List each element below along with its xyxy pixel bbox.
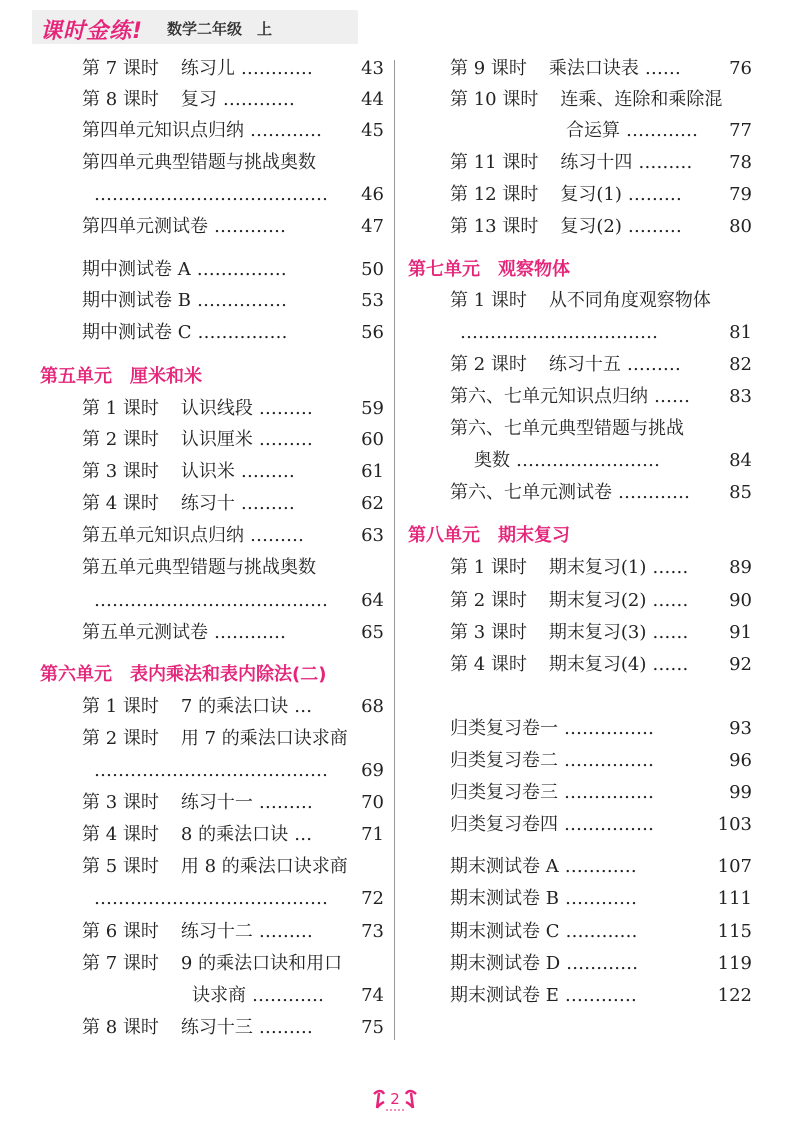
page-ref: 78 bbox=[729, 152, 752, 173]
page-ref: 72 bbox=[361, 888, 384, 909]
entry-title: 第六、七单元典型错题与挑战 bbox=[450, 418, 684, 439]
toc-entry[interactable] bbox=[450, 652, 752, 678]
lesson-number: 第 7 课时 bbox=[82, 953, 159, 974]
dot-leader: ……… bbox=[258, 792, 313, 813]
page-ref: 89 bbox=[729, 557, 752, 578]
toc-entry[interactable] bbox=[450, 288, 752, 314]
page-ref: 103 bbox=[717, 814, 752, 835]
entry-title: 7 的乘法口诀 bbox=[180, 696, 289, 717]
dot-leader: ……… bbox=[258, 921, 313, 942]
toc-entry[interactable] bbox=[192, 983, 384, 1009]
toc-entry[interactable] bbox=[82, 87, 384, 113]
dot-leader: …………………………… bbox=[460, 322, 658, 343]
toc-entry[interactable] bbox=[82, 118, 384, 144]
page-ref: 68 bbox=[361, 696, 384, 717]
entry-title: 复习 bbox=[180, 89, 217, 110]
dot-leader: ………… bbox=[252, 985, 324, 1006]
dot-leader: ………… bbox=[564, 856, 637, 877]
toc-entry[interactable] bbox=[450, 555, 752, 581]
lesson-number: 第 10 课时 bbox=[450, 89, 539, 110]
page-ref: 92 bbox=[729, 654, 752, 675]
entry-title: 第五单元测试卷 bbox=[82, 622, 208, 643]
page-ref: 70 bbox=[361, 792, 384, 813]
toc-entry[interactable] bbox=[450, 352, 752, 378]
toc-entry[interactable] bbox=[450, 87, 752, 113]
dot-leader: …………… bbox=[196, 290, 287, 311]
brand-logo: 课时金练! bbox=[40, 19, 144, 44]
unit-heading: 第八单元 期末复习 bbox=[408, 525, 570, 546]
page-ref: 79 bbox=[729, 184, 752, 205]
lesson-number: 第 12 课时 bbox=[450, 184, 539, 205]
toc-entry[interactable] bbox=[450, 951, 752, 977]
dot-leader: …………… bbox=[564, 782, 654, 803]
toc-entry[interactable] bbox=[450, 812, 752, 838]
page-ref: 56 bbox=[361, 322, 384, 343]
toc-entry[interactable] bbox=[474, 448, 752, 474]
page-ref: 63 bbox=[361, 525, 384, 546]
dot-leader: ……… bbox=[627, 216, 682, 237]
page-ref: 82 bbox=[729, 354, 752, 375]
page-ref: 46 bbox=[361, 184, 384, 205]
entry-title: 练习十四 bbox=[560, 152, 633, 173]
dot-leader: … bbox=[294, 824, 313, 845]
page-ref: 61 bbox=[361, 461, 384, 482]
book-subtitle: 数学二年级 上 bbox=[167, 20, 273, 38]
lesson-number: 第 1 课时 bbox=[82, 696, 159, 717]
page-footer bbox=[368, 1088, 422, 1114]
toc-entry[interactable] bbox=[82, 320, 384, 346]
dot-leader: …………………… bbox=[516, 450, 660, 471]
toc-entry[interactable] bbox=[82, 288, 384, 314]
dot-leader: ……… bbox=[626, 354, 681, 375]
toc-entry[interactable] bbox=[94, 886, 384, 912]
entry-title: 期末测试卷 A bbox=[450, 856, 559, 877]
entry-title: 练习十一 bbox=[180, 792, 253, 813]
dot-leader: ……… bbox=[240, 493, 295, 514]
dot-leader: ………………………………… bbox=[94, 184, 328, 205]
lesson-number: 第 7 课时 bbox=[82, 58, 159, 79]
dot-leader: ………………………………… bbox=[94, 760, 328, 781]
page-ref: 80 bbox=[729, 216, 752, 237]
page-ref: 50 bbox=[361, 259, 384, 280]
toc-entry[interactable] bbox=[82, 396, 384, 422]
column-divider bbox=[394, 60, 395, 1040]
entry-title: 期中测试卷 B bbox=[82, 290, 191, 311]
toc-entry[interactable] bbox=[450, 780, 752, 806]
toc-entry[interactable] bbox=[82, 951, 384, 977]
entry-title: 期末测试卷 C bbox=[450, 921, 560, 942]
page-ref: 59 bbox=[361, 398, 384, 419]
lesson-number: 第 1 课时 bbox=[82, 398, 159, 419]
page-ref: 81 bbox=[729, 322, 752, 343]
toc-entry[interactable] bbox=[82, 822, 384, 848]
entry-title: 归类复习卷二 bbox=[450, 750, 558, 771]
toc-entry[interactable] bbox=[82, 854, 384, 880]
dot-leader: …… bbox=[652, 622, 689, 643]
entry-title: 认识米 bbox=[180, 461, 235, 482]
dot-leader: ………………………………… bbox=[94, 590, 328, 611]
toc-entry[interactable] bbox=[82, 427, 384, 453]
page-ref: 69 bbox=[361, 760, 384, 781]
toc-entry[interactable] bbox=[82, 555, 384, 581]
header-bar bbox=[32, 10, 358, 44]
dot-leader: ……… bbox=[250, 525, 304, 546]
entry-title: 期末测试卷 E bbox=[450, 985, 559, 1006]
dot-leader: …………… bbox=[196, 259, 287, 280]
page-ref: 60 bbox=[361, 429, 384, 450]
entry-title: 从不同角度观察物体 bbox=[548, 290, 711, 311]
unit-heading: 第七单元 观察物体 bbox=[408, 259, 570, 280]
toc-entry[interactable] bbox=[450, 384, 752, 410]
lesson-number: 第 1 课时 bbox=[450, 290, 527, 311]
dot-leader: ……… bbox=[258, 398, 313, 419]
toc-entry[interactable] bbox=[82, 620, 384, 646]
lesson-number: 第 8 课时 bbox=[82, 1017, 159, 1038]
dot-leader: …………… bbox=[564, 814, 654, 835]
entry-title: 期末测试卷 B bbox=[450, 888, 559, 909]
page-ref: 45 bbox=[361, 120, 384, 141]
dot-leader: ……… bbox=[258, 1017, 313, 1038]
page-ref: 75 bbox=[361, 1017, 384, 1038]
dot-leader: ……… bbox=[638, 152, 693, 173]
unit-heading: 第五单元 厘米和米 bbox=[40, 366, 202, 387]
page-ref: 83 bbox=[729, 386, 752, 407]
page-ref: 119 bbox=[717, 953, 752, 974]
toc-entry[interactable] bbox=[566, 118, 752, 144]
toc-entry[interactable] bbox=[450, 214, 752, 240]
page-ref: 53 bbox=[361, 290, 384, 311]
entry-title: 第五单元典型错题与挑战奥数 bbox=[82, 557, 316, 578]
page-ref: 44 bbox=[361, 89, 384, 110]
entry-title: 9 的乘法口诀和用口 bbox=[180, 953, 343, 974]
toc-entry[interactable] bbox=[450, 416, 752, 442]
page-ref: 43 bbox=[361, 58, 384, 79]
dot-leader: ………… bbox=[240, 58, 313, 79]
dot-leader: …… bbox=[654, 386, 690, 407]
dot-leader: ………… bbox=[618, 482, 690, 503]
entry-title: 合运算 bbox=[566, 120, 620, 141]
lesson-number: 第 2 课时 bbox=[82, 728, 159, 749]
unit-heading: 第六单元 表内乘法和表内除法(二) bbox=[40, 664, 327, 685]
entry-title: 期中测试卷 C bbox=[82, 322, 192, 343]
entry-title: 归类复习卷三 bbox=[450, 782, 558, 803]
lesson-number: 第 1 课时 bbox=[450, 557, 527, 578]
toc-entry[interactable] bbox=[82, 56, 384, 82]
lesson-number: 第 2 课时 bbox=[450, 590, 527, 611]
toc-entry[interactable] bbox=[450, 150, 752, 176]
entry-title: 第四单元知识点归纳 bbox=[82, 120, 244, 141]
page-ref: 74 bbox=[361, 985, 384, 1006]
page-ref: 76 bbox=[729, 58, 752, 79]
dot-leader: ……… bbox=[240, 461, 295, 482]
page-ref: 47 bbox=[361, 216, 384, 237]
dot-leader: ………… bbox=[222, 89, 295, 110]
toc-entry[interactable] bbox=[450, 480, 752, 506]
toc-entry[interactable] bbox=[94, 758, 384, 784]
page-ref: 65 bbox=[361, 622, 384, 643]
dot-leader: ………… bbox=[566, 953, 639, 974]
lesson-number: 第 2 课时 bbox=[450, 354, 527, 375]
page-ref: 90 bbox=[729, 590, 752, 611]
toc-entry[interactable] bbox=[82, 459, 384, 485]
page-number: 2 bbox=[390, 1090, 400, 1108]
dot-leader: …… bbox=[652, 557, 689, 578]
dot-leader: ………… bbox=[565, 921, 638, 942]
entry-title: 奥数 bbox=[474, 450, 510, 471]
toc-entry[interactable] bbox=[82, 257, 384, 283]
entry-title: 乘法口诀表 bbox=[548, 58, 639, 79]
toc-entry[interactable] bbox=[450, 748, 752, 774]
entry-title: 第四单元典型错题与挑战奥数 bbox=[82, 152, 316, 173]
lesson-number: 第 4 课时 bbox=[82, 824, 159, 845]
entry-title: 第六、七单元测试卷 bbox=[450, 482, 612, 503]
lesson-number: 第 8 课时 bbox=[82, 89, 159, 110]
dot-leader: ……… bbox=[258, 429, 313, 450]
dot-leader: … bbox=[294, 696, 313, 717]
page-ref: 99 bbox=[729, 782, 752, 803]
entry-title: 诀求商 bbox=[192, 985, 246, 1006]
dot-leader: …… bbox=[652, 590, 689, 611]
dot-leader: ………………………………… bbox=[94, 888, 328, 909]
toc-entry[interactable] bbox=[450, 182, 752, 208]
toc-entry[interactable] bbox=[460, 320, 752, 346]
entry-title: 8 的乘法口诀 bbox=[180, 824, 289, 845]
lesson-number: 第 5 课时 bbox=[82, 856, 159, 877]
dot-leader: …………… bbox=[197, 322, 288, 343]
page-ref: 111 bbox=[717, 888, 752, 909]
toc-entry[interactable] bbox=[82, 150, 384, 176]
lesson-number: 第 4 课时 bbox=[450, 654, 527, 675]
toc-entry[interactable] bbox=[450, 588, 752, 614]
entry-title: 期末复习(1) bbox=[548, 557, 647, 578]
page-ref: 85 bbox=[729, 482, 752, 503]
toc-entry[interactable] bbox=[82, 919, 384, 945]
entry-title: 认识厘米 bbox=[180, 429, 253, 450]
toc-entry[interactable] bbox=[82, 726, 384, 752]
lesson-number: 第 6 课时 bbox=[82, 921, 159, 942]
dot-leader: ………… bbox=[214, 622, 286, 643]
entry-title: 期中测试卷 A bbox=[82, 259, 191, 280]
dot-leader: …………… bbox=[564, 718, 654, 739]
page-ref: 93 bbox=[729, 718, 752, 739]
dot-leader: …… bbox=[644, 58, 681, 79]
toc-entry[interactable] bbox=[450, 620, 752, 646]
dot-leader: …… bbox=[652, 654, 689, 675]
page-ref: 77 bbox=[729, 120, 752, 141]
page-ref: 73 bbox=[361, 921, 384, 942]
dot-leader: ………… bbox=[250, 120, 322, 141]
entry-title: 练习十二 bbox=[180, 921, 253, 942]
dot-leader: ………… bbox=[214, 216, 286, 237]
toc-entry[interactable] bbox=[94, 588, 384, 614]
dot-leader: ……… bbox=[627, 184, 682, 205]
lesson-number: 第 13 课时 bbox=[450, 216, 539, 237]
entry-title: 期末复习(4) bbox=[548, 654, 647, 675]
entry-title: 认识线段 bbox=[180, 398, 253, 419]
toc-entry[interactable] bbox=[82, 491, 384, 517]
entry-title: 练习十五 bbox=[548, 354, 621, 375]
entry-title: 期末测试卷 D bbox=[450, 953, 561, 974]
page-ref: 91 bbox=[729, 622, 752, 643]
entry-title: 用 8 的乘法口诀求商 bbox=[180, 856, 348, 877]
lesson-number: 第 11 课时 bbox=[450, 152, 539, 173]
entry-title: 期末复习(3) bbox=[548, 622, 647, 643]
lesson-number: 第 3 课时 bbox=[82, 461, 159, 482]
page-ref: 96 bbox=[729, 750, 752, 771]
page-ref: 71 bbox=[361, 824, 384, 845]
toc-entry[interactable] bbox=[450, 854, 752, 880]
toc-entry[interactable] bbox=[82, 694, 384, 720]
entry-title: 归类复习卷四 bbox=[450, 814, 558, 835]
lesson-number: 第 3 课时 bbox=[82, 792, 159, 813]
toc-entry[interactable] bbox=[94, 182, 384, 208]
entry-title: 复习(1) bbox=[560, 184, 622, 205]
entry-title: 归类复习卷一 bbox=[450, 718, 558, 739]
entry-title: 用 7 的乘法口诀求商 bbox=[180, 728, 348, 749]
entry-title: 练习十三 bbox=[180, 1017, 253, 1038]
dot-leader: ………… bbox=[564, 985, 637, 1006]
dot-leader: ………… bbox=[564, 888, 637, 909]
lesson-number: 第 4 课时 bbox=[82, 493, 159, 514]
toc-entry[interactable] bbox=[450, 983, 752, 1009]
entry-title: 期末复习(2) bbox=[548, 590, 647, 611]
dot-leader: ………… bbox=[626, 120, 698, 141]
page-ref: 122 bbox=[717, 985, 752, 1006]
page-ref: 62 bbox=[361, 493, 384, 514]
toc-entry[interactable] bbox=[82, 790, 384, 816]
toc-entry[interactable] bbox=[82, 214, 384, 240]
entry-title: 连乘、连除和乘除混 bbox=[560, 89, 723, 110]
entry-title: 练习儿 bbox=[180, 58, 235, 79]
lesson-number: 第 9 课时 bbox=[450, 58, 527, 79]
toc-entry[interactable] bbox=[450, 919, 752, 945]
toc-entry[interactable] bbox=[450, 56, 752, 82]
toc-entry[interactable] bbox=[82, 1015, 384, 1041]
entry-title: 第四单元测试卷 bbox=[82, 216, 208, 237]
dot-leader: …………… bbox=[564, 750, 654, 771]
lesson-number: 第 3 课时 bbox=[450, 622, 527, 643]
entry-title: 第六、七单元知识点归纳 bbox=[450, 386, 648, 407]
toc-entry[interactable] bbox=[450, 886, 752, 912]
lesson-number: 第 2 课时 bbox=[82, 429, 159, 450]
page-ref: 115 bbox=[717, 921, 752, 942]
entry-title: 复习(2) bbox=[560, 216, 622, 237]
toc-entry[interactable] bbox=[450, 716, 752, 742]
page-ref: 64 bbox=[361, 590, 384, 611]
page-ref: 107 bbox=[717, 856, 752, 877]
entry-title: 练习十 bbox=[180, 493, 235, 514]
toc-entry[interactable] bbox=[82, 523, 384, 549]
page-ref: 84 bbox=[729, 450, 752, 471]
entry-title: 第五单元知识点归纳 bbox=[82, 525, 244, 546]
